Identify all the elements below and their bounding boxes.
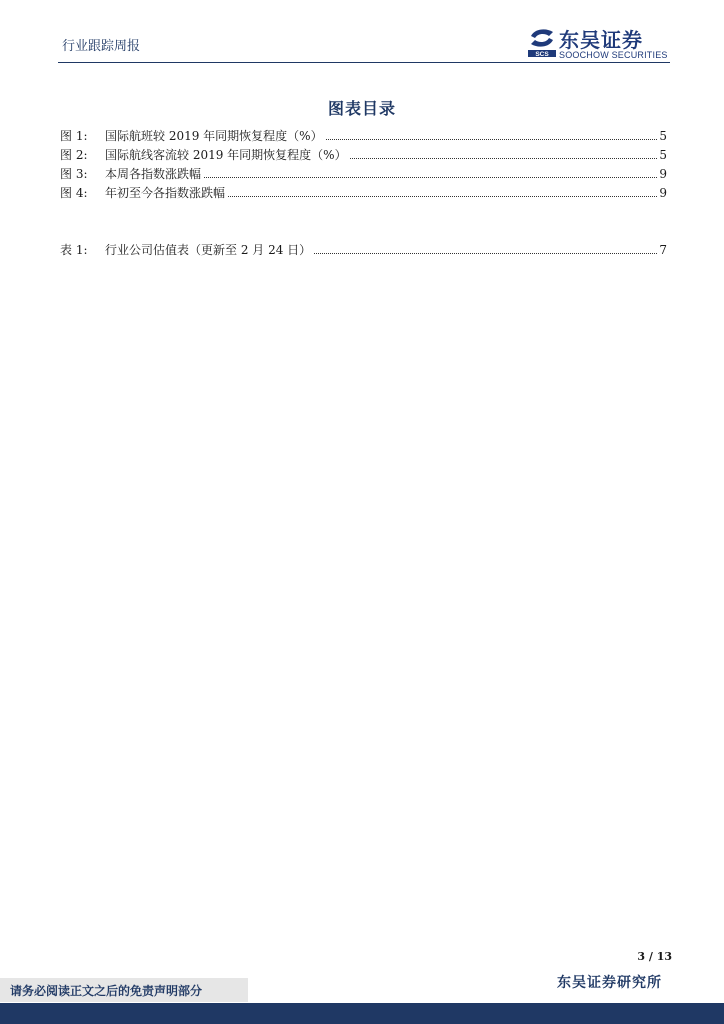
toc-entry-number: 表 1:: [60, 243, 88, 257]
disclaimer-box: [0, 978, 248, 1002]
scs-logo-icon: [527, 26, 557, 58]
toc-leader-dots: [314, 252, 657, 254]
toc-entry-number: 图 4:: [60, 186, 88, 200]
toc-entry-number: 图 2:: [60, 148, 88, 162]
toc-leader-dots: [350, 157, 658, 159]
toc-entry-number: 图 3:: [60, 167, 88, 181]
logo-mark-text: SCS: [535, 51, 549, 58]
toc-entry-title: 国际航线客流较 2019 年同期恢复程度（%）: [105, 148, 347, 162]
toc-entry-number: 图 1:: [60, 129, 88, 143]
logo-english-name: SOOCHOW SECURITIES: [559, 50, 668, 60]
page-number: 3 / 13: [637, 950, 672, 963]
toc-leader-dots: [326, 138, 658, 140]
toc-entry-title: 行业公司估值表（更新至 2 月 24 日）: [105, 243, 312, 257]
toc-entry-page: 9: [659, 186, 667, 200]
footer-organization: 东吴证券研究所: [557, 975, 662, 991]
toc-entry-title: 本周各指数涨跌幅: [105, 167, 202, 181]
toc-figure-entry[interactable]: [60, 164, 667, 182]
toc-entry-title: 年初至今各指数涨跌幅: [105, 186, 226, 200]
disclaimer-text: 请务必阅读正文之后的免责声明部分: [10, 984, 203, 998]
report-type-label: 行业跟踪周报: [62, 39, 141, 54]
toc-entry-page: 9: [659, 167, 667, 181]
footer-bar: [0, 1003, 724, 1024]
toc-title: 图表目录: [327, 99, 396, 118]
toc-leader-dots: [228, 195, 657, 197]
toc-entry-page: 7: [659, 243, 667, 257]
toc-entry-title: 国际航班较 2019 年同期恢复程度（%）: [105, 129, 323, 143]
toc-figure-entry[interactable]: [60, 145, 667, 163]
header-divider: [58, 62, 670, 63]
toc-figure-entry[interactable]: [60, 126, 667, 144]
logo-chinese-name: 东吴证券: [559, 28, 643, 52]
soochow-logo: [527, 26, 672, 60]
toc-figure-entry[interactable]: [60, 183, 667, 201]
toc-entry-page: 5: [659, 148, 667, 162]
toc-table-entry[interactable]: [60, 240, 667, 258]
toc-entry-page: 5: [659, 129, 667, 143]
toc-leader-dots: [204, 176, 657, 178]
